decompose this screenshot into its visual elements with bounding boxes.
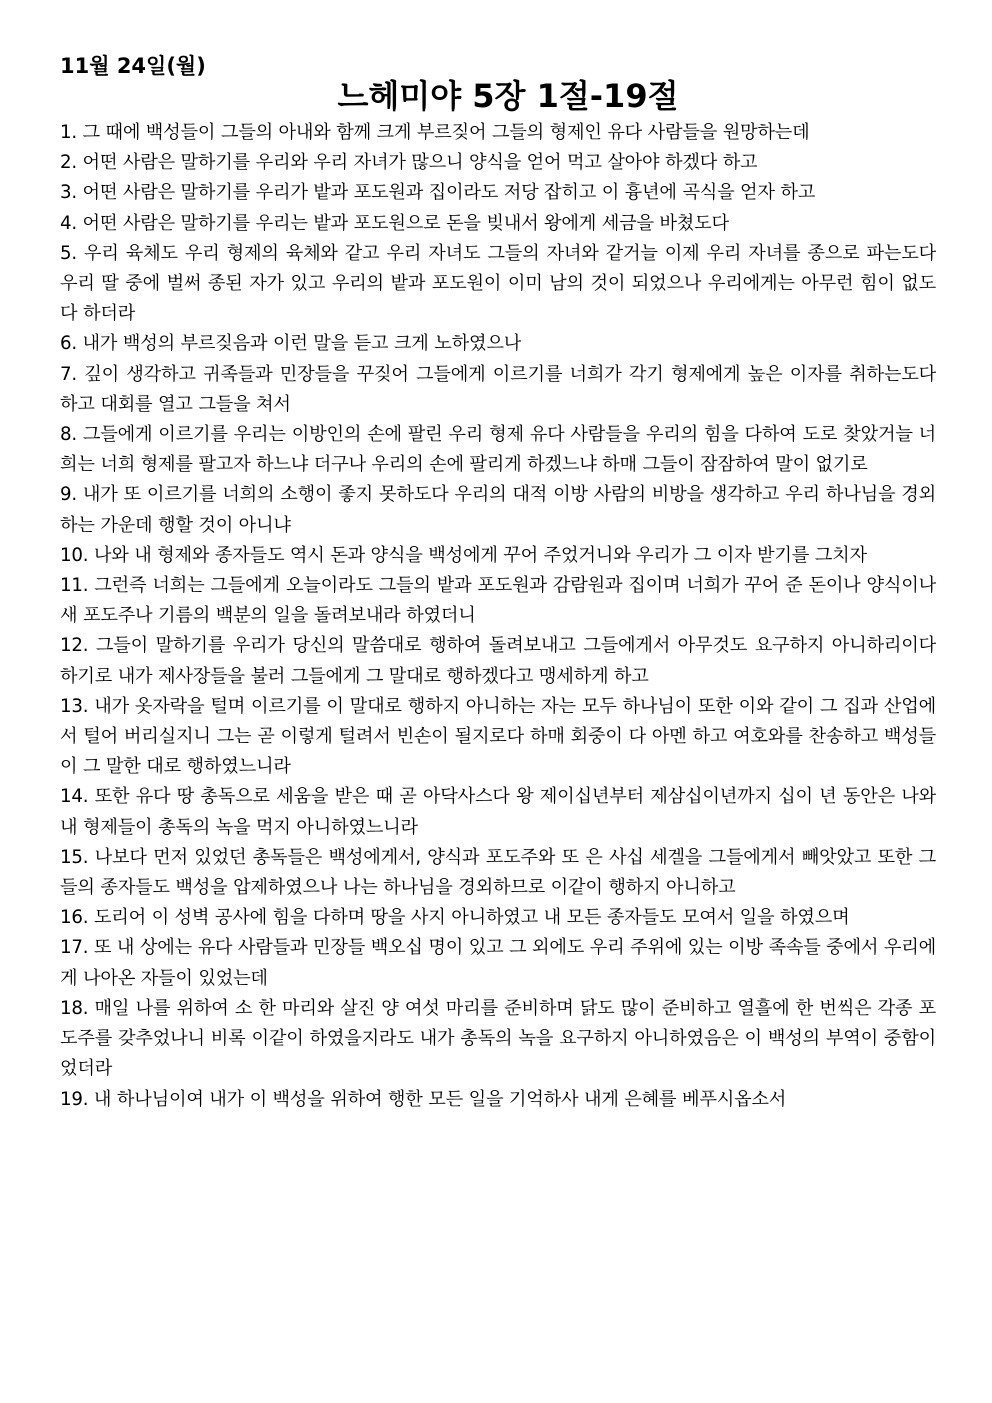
verse-2: 2. 어떤 사람은 말하기를 우리와 우리 자녀가 많으니 양식을 얻어 먹고 살아야 하겠다 하고: [60, 152, 758, 174]
verse-17: 17. 또 내 상에는 유다 사람들과 민장들 백오십 명이 있고 그 외에도 우리 주위에 있는 이방 족속들 중에서 우리에게 나아온 자들이 있었는데: [60, 937, 936, 989]
verse-9: 9. 내가 또 이르기를 너희의 소행이 좋지 못하도다 우리의 대적 이방 사람의 비방을 생각하고 우리 하나님을 경외하는 가운데 행할 것이 아니냐: [60, 484, 936, 536]
verse-3: 3. 어떤 사람은 말하기를 우리가 밭과 포도원과 집이라도 저당 잡히고 이 흉년에 곡식을 얻자 하고: [60, 182, 816, 204]
verse-11: 11. 그런즉 너희는 그들에게 오늘이라도 그들의 밭과 포도원과 감람원과 집이며 너희가 꾸어 준 돈이나 양식이나 새 포도주나 기름의 백분의 일을 돌려보내라 하였더니: [60, 575, 936, 627]
verse-15: 15. 나보다 먼저 있었던 총독들은 백성에게서, 양식과 포도주와 또 은 사십 세겔을 그들에게서 빼앗았고 또한 그들의 종자들도 백성을 압제하였으나 나는 하나님을 경외하므로 이같이 행하지 아니하고: [60, 846, 936, 899]
verse-list: [60, 118, 936, 1115]
verse-5: 5. 우리 육체도 우리 형제의 육체와 같고 우리 자녀도 그들의 자녀와 같거늘 이제 우리 자녀를 종으로 파는도다 우리 딸 중에 벌써 종된 자가 있고 우리의 밭과 포도원이 이미 남의 것이 되었으나 우리에게는 아무런 힘이 없도다 하더라: [60, 242, 936, 325]
verse-19: 19. 내 하나님이여 내가 이 백성을 위하여 행한 모든 일을 기억하사 내게 은혜를 베푸시옵소서: [60, 1088, 787, 1110]
date-heading: 11월 24일(월): [60, 54, 206, 78]
verse-1: 1. 그 때에 백성들이 그들의 아내와 함께 크게 부르짖어 그들의 형제인 유다 사람들을 원망하는데: [60, 122, 810, 143]
verse-4: 4. 어떤 사람은 말하기를 우리는 밭과 포도원으로 돈을 빚내서 왕에게 세금을 바쳤도다: [60, 212, 729, 234]
verse-16: 16. 도리어 이 성벽 공사에 힘을 다하며 땅을 사지 아니하였고 내 모든 종자들도 모여서 일을 하였으며: [60, 907, 850, 929]
verse-8: 8. 그들에게 이르기를 우리는 이방인의 손에 팔린 우리 형제 유다 사람들을 우리의 힘을 다하여 도로 찾았거늘 너희는 너희 형제를 팔고자 하느냐 더구나 우리의 손에 팔리게 하겠느냐 하매 그들이 잠잠하여 말이 없기로: [60, 424, 936, 476]
verse-7: 7. 깊이 생각하고 귀족들과 민장들을 꾸짖어 그들에게 이르기를 너희가 각기 형제에게 높은 이자를 취하는도다 하고 대회를 열고 그들을 쳐서: [60, 363, 936, 415]
page-title: 느헤미야 5장 1절-19절: [337, 77, 679, 115]
verse-14: 14. 또한 유다 땅 총독으로 세움을 받은 때 곧 아닥사스다 왕 제이십년부터 제삼십이년까지 십이 년 동안은 나와 내 형제들이 총독의 녹을 먹지 아니하였느니라: [60, 786, 936, 838]
verse-6: 6. 내가 백성의 부르짖음과 이런 말을 듣고 크게 노하였으나: [60, 333, 522, 355]
verse-12: 12. 그들이 말하기를 우리가 당신의 말씀대로 행하여 돌려보내고 그들에게서 아무것도 요구하지 아니하리이다 하기로 내가 제사장들을 불러 그들에게 그 말대로 행하겠다고 맹세하게 하고: [60, 635, 936, 687]
verse-13: 13. 내가 옷자락을 털며 이르기를 이 말대로 행하지 아니하는 자는 모두 하나님이 또한 이와 같이 그 집과 산업에서 털어 버리실지니 그는 곧 이렇게 털려서 빈손이 될지로다 하매 회중이 다 아멘 하고 여호와를 찬송하고 백성들이 그 말한 대로 행하였느니라: [60, 695, 936, 778]
document-page: [60, 52, 936, 1115]
verse-18: 18. 매일 나를 위하여 소 한 마리와 살진 양 여섯 마리를 준비하며 닭도 많이 준비하고 열흘에 한 번씩은 각종 포도주를 갖추었나니 비록 이같이 하였을지라도 내가 총독의 녹을 요구하지 아니하였음은 이 백성의 부역이 중함이었더라: [60, 997, 936, 1080]
verse-10: 10. 나와 내 형제와 종자들도 역시 돈과 양식을 백성에게 꾸어 주었거니와 우리가 그 이자 받기를 그치자: [60, 544, 867, 566]
